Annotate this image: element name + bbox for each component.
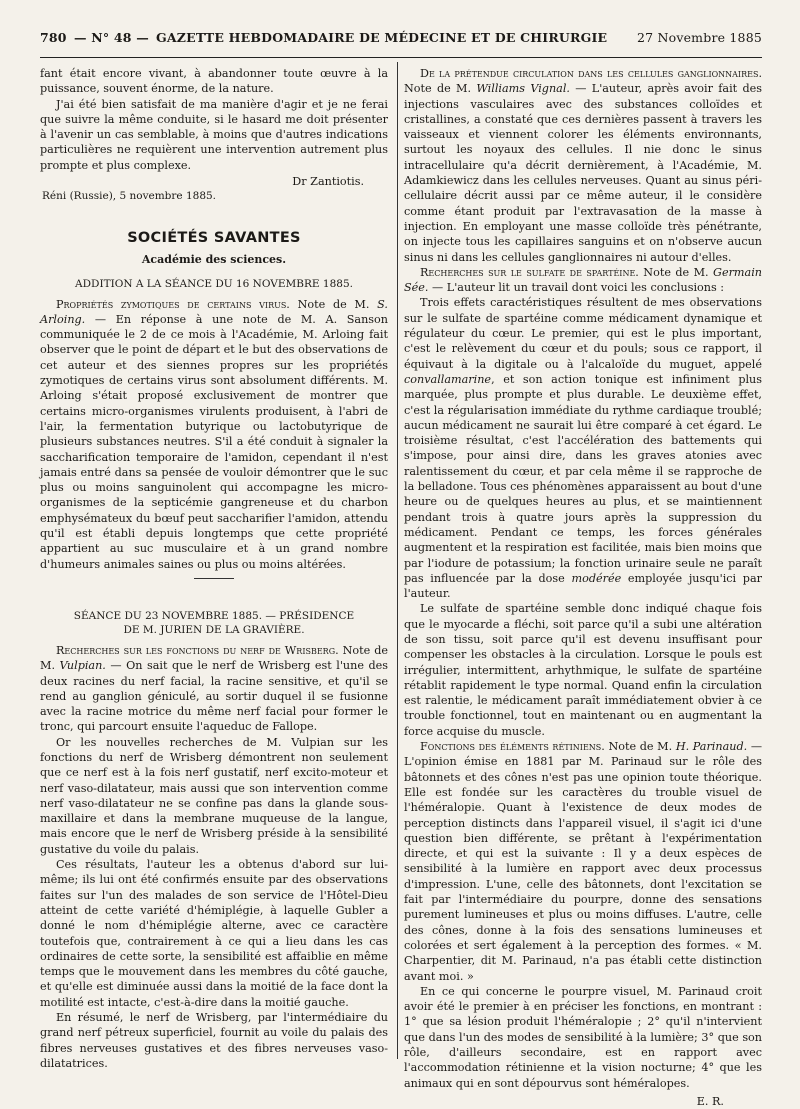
article-vignal: De la prétendue circulation dans les cellules ganglionnaires. Note de M. Williams Vignal. — L'auteur, après avoir fait des injections vasculaires avec des substances colloïdes et cristallines, a constaté que ces dernières passent à travers les vaisseaux et viennent colorer les éléments environnants, surtout les noyaux des cellules. Il nie donc le sinus intracellulaire qu'a décrit dernièrement, à l'Académie, M. Adamkiewicz dans les cellules nerveuses. Quant au sinus péri-cellulaire décrit aussi par ce même auteur, il le considère comme étant produit par l'extravasation de la masse à injection. En employant une masse colloïde très pénétrante, on injecte tous les capillaires sanguins et on n'observe aucun sinus ni dans les cellules ganglionnaires ni autour d'elles. bbox=[404, 67, 762, 264]
article-see: Recherches sur le sulfate de spartéine. Note de M. Germain Sée. — L'auteur lit un travail dont voici les conclusions : bbox=[404, 265, 762, 295]
issue-date: 27 Novembre 1885 bbox=[636, 30, 762, 45]
separator bbox=[194, 578, 234, 579]
paragraph: Ces résultats, l'auteur les a obtenus d'abord sur lui-même; ils lui ont été confirmés ensuite par des observations faites sur l'un des malades de son service de l'Hôtel-Dieu atteint de cette variété d'hémiplégie, à laquelle Gubler a donné le nom d'hémiplégie alterne, avec ce caractère toutefois que, contrairement à ce qui a lieu dans les cas ordinaires de cette sorte, la sensibilité est affaiblie en même temps que le mouvement dans les membres du côté gauche, et qu'elle est diminuée aussi dans la moitié de la face dont la motilité est intacte, c'est-à-dire dans la moitié gauche. bbox=[40, 858, 388, 1009]
section-title: SOCIÉTÉS SAVANTES bbox=[127, 229, 301, 246]
author-name: H. Parinaud. bbox=[675, 740, 748, 754]
author-name: Germain Sée. bbox=[404, 265, 762, 295]
author-name: Vulpian. bbox=[59, 659, 106, 673]
right-column bbox=[404, 66, 762, 1109]
author-signature: E. R. bbox=[696, 1094, 724, 1108]
paragraph: Or les nouvelles recherches de M. Vulpian sur les fonctions du nerf de Wrisberg démontrent non seulement que ce nerf est à la fois nerf gustatif, nerf excito-moteur et nerf vaso-dilatateur, mais aussi que son intervention comme nerf vaso-dilatateur ne se confine pas dans la glande sous-maxillaire et dans la membrane muqueuse de la langue, mais encore que le nerf de Wrisberg préside à la sensibilité gustative du voile du palais. bbox=[40, 735, 388, 856]
issue-number: — N° 48 — bbox=[74, 30, 149, 45]
place-date: Réni (Russie), 5 novembre 1885. bbox=[42, 190, 217, 203]
article-parinaud: Fonctions des éléments rétiniens. Note de M. H. Parinaud. — L'opinion émise en 1881 par M. Parinaud sur le rôle des bâtonnets et des cônes n'est pas une opinion toute théorique. Elle est fondée sur les caractères du trouble visuel de l'héméralopie. Quant à l'existence de deux modes de perception distincts dans l'appareil visuel, il s'agit ici d'une question bien différente, se prêtant à l'expérimentation directe, et qui est la suivante : Il y a deux espèces de sensibilité à la lumière en rapport avec deux processus d'impression. L'une, celle des bâtonnets, dont l'excitation se fait par l'intermédiaire du pourpre, donne des sensations purement lumineuses et plus ou moins diffuses. L'autre, celle des cônes, donne à la fois des sensations lumineuses et colorées et sert également à la perception des formes. « M. Charpentier, dit M. Parinaud, n'a pas établi cette distinction avant moi. » bbox=[404, 740, 763, 983]
article-heading: Fonctions des éléments rétiniens. bbox=[420, 740, 605, 754]
running-header bbox=[40, 30, 762, 48]
left-column bbox=[40, 66, 388, 1071]
journal-title: GAZETTE HEBDOMADAIRE DE MÉDECINE ET DE CHIRURGIE bbox=[156, 30, 608, 45]
author-signature: Dr Zantiotis. bbox=[292, 175, 364, 189]
paragraph: J'ai été bien satisfait de ma manière d'agir et je ne ferai que suivre la même conduite, si le hasard me doit présenter à l'avenir un cas semblable, à moins que d'autres indications particulières ne requièrent une intervention autrement plus prompte et plus complexe. bbox=[40, 97, 388, 172]
paragraph: Le sulfate de spartéine semble donc indiqué chaque fois que le myocarde a fléchi, soit parce qu'il a subi une altération de son tissu, soit parce qu'il est devenu insuffisant pour compenser les obstacles à la circulation. Lorsque le pouls est irrégulier, intermittent, arhythmique, le sulfate de spartéine rétablit rapidement le type normal. Quand enfin la circulation est ralentie, le médicament paraît immédiatement obvier à ce trouble fonctionnel, tout en maintenant ou en augmentant la force acquise du muscle. bbox=[404, 602, 762, 738]
paragraph: Trois effets caractéristiques résultent de mes observations sur le sulfate de spartéine comme médicament dynamique et régulateur du cœur. Le premier, qui est le plus important, c'est le relèvement du cœur et du pouls; sous ce rapport, il équivaut à la digitale ou à l'alcaloïde du muguet, appelé convallamarine, et son action tonique est infiniment plus marquée, plus prompte et plus durable. Le deuxième effet, c'est la régularisation immédiate du rythme cardiaque troublé; aucun médicament ne saurait lui être comparé à cet égard. Le troisième résultat, c'est l'accélération des battements qui s'impose, pour ainsi dire, dans les graves atonies avec ralentissement du cœur, et par cela même il se rapproche de la belladone. Tous ces phénomènes apparaissent au bout d'une heure ou de quelques heures au plus, et se maintiennent pendant trois à quatre jours après la suppression du médicament. Pendant ce temps, les forces générales augmentent et la respiration est facilitée, mais bien moins que par l'iodure de potassium; la fonction urinaire seule ne paraît pas influencée par la dose modérée employée jusqu'ici par l'auteur. bbox=[404, 296, 763, 601]
article-heading: Recherches sur les fonctions du nerf de Wrisberg. bbox=[56, 643, 339, 657]
paragraph: En ce qui concerne le pourpre visuel, M. Parinaud croit avoir été le premier à en préciser les fonctions, en montrant : 1° que sa lésion produit l'héméralopie ; 2° qu'il n'intervient que dans l'un des modes de sensibilité à la lumière; 3° que son rôle, d'ailleurs secondaire, est en rapport avec l'accommodation rétinienne et la vision nocturne; 4° que les animaux qui en sont dépourvus sont héméralopes. bbox=[404, 984, 762, 1090]
session-heading: SÉANCE DU 23 NOVEMBRE 1885. — PRÉSIDENCE DE M. JURIEN DE LA GRAVIÈRE. bbox=[73, 609, 355, 636]
column-divider bbox=[397, 62, 398, 1059]
author-name: Williams Vignal. bbox=[476, 82, 570, 96]
article-heading: Propriétés zymotiques de certains virus. bbox=[56, 297, 290, 311]
article-heading: De la prétendue circulation dans les cellules ganglionnaires. bbox=[420, 67, 762, 80]
article-arloing: Propriétés zymotiques de certains virus. Note de M. S. Arloing. — En réponse à une note de M. A. Sanson communiquée le 2 de ce mois à l'Académie, M. Arloing fait observer que le point de départ et le but des observations de cet auteur et des siennes propres sur les propriétés zymotiques de certains virus sont absolument différents. M. Arloing s'était proposé exclusivement de montrer que certains micro-organismes virulents produisent, à l'abri de l'air, la fermentation butyrique ou lactobutyrique de plusieurs substances neutres. S'il a été conduit à signaler la saccharification temporaire de l'amidon, cependant il n'est jamais entré dans sa pensée de vouloir démontrer que le suc plus ou moins sanguinolent qui accompagne les micro-organismes de la septicémie gangreneuse et du charbon emphysémateux du bœuf peut saccharifier l'amidon, attendu qu'il est établi depuis longtemps que cette propriété appartient au suc musculaire et à un grand nombre d'humeurs animales saines ou plus ou moins altérées. bbox=[40, 297, 388, 571]
paragraph: fant était encore vivant, à abandonner toute œuvre à la puissance, souvent énorme, de la nature. bbox=[40, 67, 388, 96]
article-heading: Recherches sur le sulfate de spartéine. bbox=[420, 265, 639, 279]
header-rule bbox=[40, 57, 762, 58]
article-vulpian: Recherches sur les fonctions du nerf de Wrisberg. Note de M. Vulpian. — On sait que le nerf de Wrisberg est l'une des deux racines du nerf facial, la racine sensitive, et qu'il se rend au ganglion géniculé, au sortir duquel il se fusionne avec la racine motrice du même nerf facial pour former le tronc, qui parcourt ensuite l'aqueduc de Fallope. bbox=[40, 643, 389, 734]
section-subtitle: Académie des sciences. bbox=[141, 252, 287, 266]
paragraph: En résumé, le nerf de Wrisberg, par l'intermédiaire du grand nerf pétreux superficiel, fournit au voile du palais des fibres nerveuses gustatives et des fibres nerveuses vaso-dilatatrices. bbox=[40, 1011, 388, 1070]
author-name: S. Arloing. bbox=[40, 297, 388, 326]
page-number: 780 bbox=[40, 30, 67, 45]
session-heading: ADDITION A LA SÉANCE DU 16 NOVEMBRE 1885. bbox=[75, 278, 353, 291]
